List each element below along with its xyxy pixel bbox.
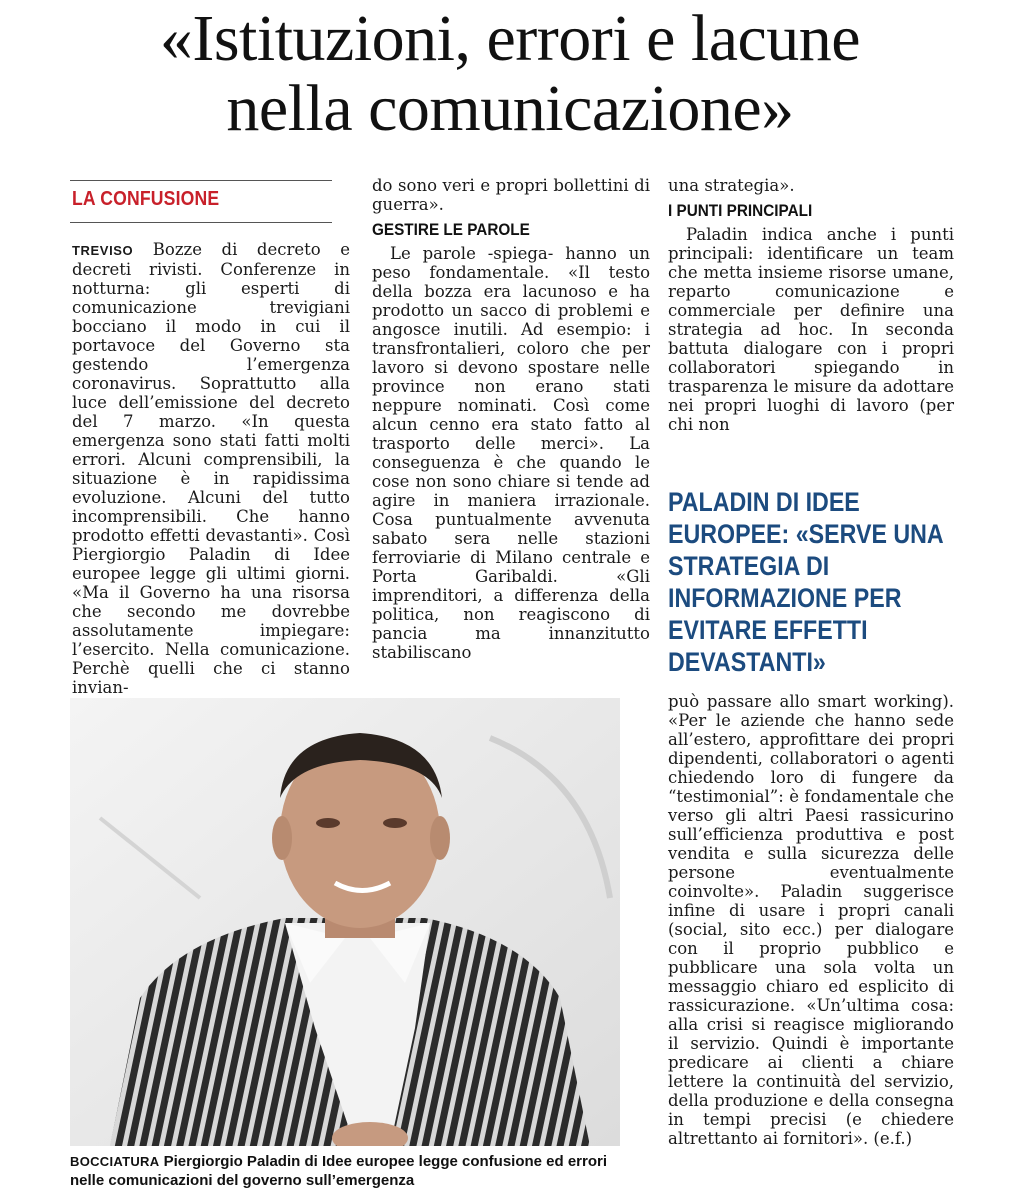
col3-text-continued: può passare allo smart working). «Per le aziende che hanno sede all’estero, approfittare dei propri dipendenti, collaboratori o agenti chiedendo loro di fungere da “testimonial”: è fondamentale che verso gli altri Paesi rassicurino sull’efficienza produttiva e post vendita e sulla sicurezza delle persone eventualmente coinvolte». Paladin suggerisce infine di usare i propri canali (social, sito ecc.) per dialogare con il proprio pubblico e pubblicare una sola volta un messaggio chiaro ed esplicito di rassicurazione. «Un’ultima cosa: alla crisi si reagisce migliorando il servizio. Quindi è importante predicare ai clienti a chiare lettere la continuità del servizio, della produzione e della consegna in tempi precisi (e chiedere altrettanto ai fornitori». (e.f.) [668,692,954,1148]
kicker-rule-bottom [70,222,332,223]
headline-line-2: nella comunicazione» [226,72,794,145]
portrait-illustration [70,698,620,1146]
photo-caption [70,1152,630,1190]
article-column-3 [668,176,954,434]
article-column-1 [72,240,350,697]
portrait-photo [70,698,620,1146]
article-column-3-continued [668,692,954,1148]
dateline: TREVISO [72,243,134,258]
col2-continuation: do sono veri e propri bollettini di guerra». [372,176,650,214]
col1-text: Bozze di decreto e decreti rivisti. Conferenze in notturna: gli esperti di comunicazione trevigiani bocciano il modo in cui il portavoce del Governo sta gestendo l’emergenza coronavirus. Soprattutto alla luce dell’emissione del decreto del 7 marzo. «In questa emergenza sono stati fatti molti errori. Alcuni comprensibili, la situazione è in rapidissima evoluzione. Alcuni del tutto incomprensibili. Che hanno prodotto effetti devastanti». Così Piergiorgio Paladin di Idee europee legge gli ultimi giorni. «Ma il Governo ha una risorsa che secondo me dovrebbe assolutamente impiegare: l’esercito. Nella comunicazione. Perchè quelli che ci stanno invian- [72,240,350,697]
pull-quote: PALADIN DI IDEE EUROPEE: «SERVE UNA STRATEGIA DI INFORMAZIONE PER EVITARE EFFETTI DEVASTANTI» [668,487,943,677]
headline-line-1: «Istituzioni, errori e lacune [159,2,861,75]
caption-text: Piergiorgio Paladin di Idee europee legge confusione ed errori nelle comunicazioni del governo sull’emergenza [70,1153,608,1189]
col3-text: Paladin indica anche i punti principali: identificare un team che metta insieme risorse umane, reparto comunicazione e commerciale per definire una strategia ad hoc. In seconda battuta dialogare con i propri collaboratori spiegando in trasparenza le misure da adottare nei propri luoghi di lavoro (per chi non [668,225,954,434]
col3-continuation: una strategia». [668,176,795,195]
caption-label: BOCCIATURA [70,1154,160,1169]
subhead-punti-principali: I PUNTI PRINCIPALI [668,201,813,220]
col1-paragraph [72,240,350,697]
article-column-2 [372,176,650,662]
kicker-rule-top [70,180,332,181]
subhead-gestire-le-parole: GESTIRE LE PAROLE [372,220,530,239]
headline [0,4,1020,144]
col2-text: Le parole -spiega- hanno un peso fondamentale. «Il testo della bozza era lacunoso e ha prodotto un sacco di problemi e angosce inutili. Ad esempio: i transfrontalieri, coloro che per lavoro si devono spostare nelle province non erano stati neppure nominati. Così come alcun cenno era stato fatto al trasporto delle merci». La conseguenza è che quando le cose non sono chiare si tende ad agire in maniera irrazionale. Cosa puntualmente avvenuta sabato sera nelle stazioni ferroviarie di Milano centrale e Porta Garibaldi. «Gli imprenditori, a differenza della politica, non reagiscono di pancia ma innanzitutto stabiliscano [372,244,650,662]
section-kicker: LA CONFUSIONE [72,188,220,210]
